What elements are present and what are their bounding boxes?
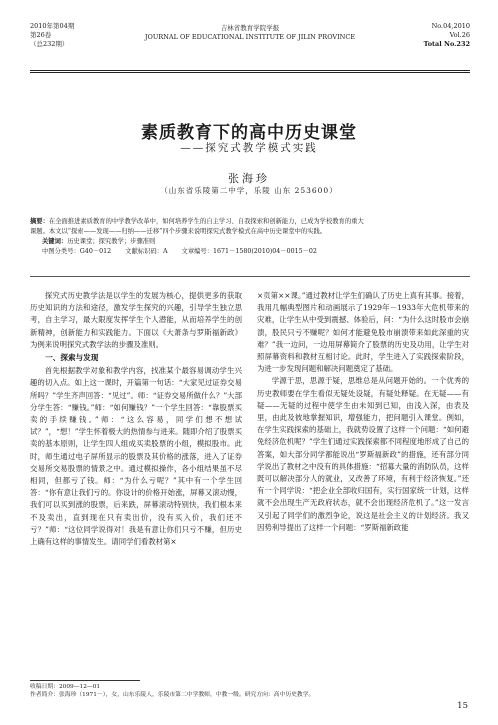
footnote (30, 683, 450, 699)
clc-number: 中图分类号：G40－012 (42, 248, 112, 255)
right-column (257, 290, 469, 534)
paragraph: 首先根据教学对象和教学内容，找准某个最容易调动学生兴趣的切入点。如上这一课时，开篇第一句话：“大家见过证券交易所吗？”学生齐声回答：“见过”。师：“证券交易所做什么？”大部分学生答：“赚钱。”师：“如何赚钱？”一个学生回答：“靠股票买卖的手续赚钱。”师：“这么容易，同学们想不想试试？”，“想！”学生怀着极大的热情参与进来。随即介绍了股票买卖的基本原则，让学生四人组成买卖股票的小组，模拟股市。此时，师生通过电子屏所显示的股票及其价格的涨落，进入了证券交易所交易股票的情景之中。通过模拟操作，各小组结果虽不尽相同，但都亏了钱。师：“为什么亏呢？”其中有一个学生回答：“你有意让我们亏的。你设计的价格开始涨，屏幕又滚动慢，我们可以买到涨的股票，后来跌，屏幕滚动特别快，我们根本来不及卖出，直到现在只有卖出价，没有买入价，我们还不亏？”师：“这位同学说得对！我是有意让你们只亏不赚，但历史上确有这样的事情发生。请同学们看教材第× (30, 366, 242, 547)
abstract-line-2: 课题。本文以“探索——发现——归纳——迁移”四个步骤来说明探究式教学模式在高中历史课堂中的实践。 (30, 228, 327, 235)
header-rule (30, 70, 470, 71)
document-code: 文献标识码：A (125, 248, 168, 255)
article-number: 文章编号：1671－1580(2010)04－0015－02 (181, 248, 317, 255)
left-column (30, 290, 242, 548)
issue-info: 2010年第04期 第26卷 （总232期） (30, 22, 75, 48)
author-affiliation: （山东省乐陵第二中学，乐陵 山东 253600） (160, 186, 338, 195)
abstract-line-1: 摘要：在全面推进素质教育的中学教学改革中，如何培养学生的自主学习、自我探索和创新能力，已成为学校教育的重大 (30, 218, 364, 225)
received-date: 收稿日期：2009—12—01 (30, 684, 101, 690)
page-number: 15 (457, 701, 468, 711)
keywords: 关键词：历史课堂；探究教学；步骤准则 (42, 238, 156, 245)
article-subtitle: ——探究式教学模式实践 (180, 142, 318, 154)
author-name: 张海珍 (228, 172, 270, 185)
header-rule-thin (30, 72, 470, 73)
section-heading: 一、探索与发现 (45, 353, 99, 363)
journal-name: 吉林省教育学院学报 JOURNAL OF EDUCATIONAL INSTITUTE OF JILIN PROVINCE (144, 24, 356, 41)
abstract-block (30, 217, 470, 257)
footnote-rule (30, 680, 140, 681)
journal-header (30, 22, 470, 74)
paragraph: ×页第××课。”通过教材让学生们确认了历史上真有其事。接着，我用几幅典型图片和动画展示了1929年－1933年大危机带来的灾难，让学生从中受到震撼、体验后，问：“为什么这时股市会崩溃，股民只亏不赚呢？如何才能避免股市崩溃带来如此深重的灾难？”我一边问，一边用屏幕简介了股票的历史及功用，让学生对照屏幕资料和教材互相讨论。此时，学生进入了实践探索阶段，为进一步发现问题和解决问题奠定了基础。 (257, 291, 469, 374)
article-title: 素质教育下的高中历史课堂 (141, 123, 357, 143)
meta-separator (30, 276, 470, 277)
volume-info: No.04,2010 Vol.26 Total No.232 (423, 22, 470, 48)
classification-ids (30, 247, 470, 257)
author-bio: 作者简介：张海珍（1971－），女，山东乐陵人，乐陵市第二中学教师，中教一级。研究方向：高中历史教学。 (30, 692, 315, 698)
paragraph: 探究式历史教学法是以学生的发展为核心，提供更多的获取历史知识的方法和途径，激发学生探究的兴趣，引导学生独立思考，自主学习，最大限度发挥学生个人潜能，从而培养学生的创新精神，创新能力和实践能力。下面以《大萧条与罗斯福新政》为例来说明探究式教学法的步骤及准则。 (30, 291, 242, 349)
paragraph: 学源于思，思源于疑，思维总是从问题开始的。一个优秀的历史教师要在学生看似无疑处设疑，有疑处释疑。在无疑——有疑——无疑的过程中使学生由未知到已知，由浅入深，由表及里，由此及彼地掌握知识，增强能力，把问题引入课堂。例如，在学生实践探索的基础上，我就势设置了这样一个问题：“如何避免经济危机呢？”学生们通过实践探索都不同程度地形成了自己的答案，如大部分同学都能说出“罗斯福新政”的措施，还有部分同学说出了教材之中没有的具体措施：“招募大量的消防队员，这样既可以解决部分人的就业，又改善了环境，有利于经济恢复。”还有一个同学说：“把企业全部收归国有，实行国家统一计划，这样就不会出现生产无政府状态，就不会出现经济危机了。”这一发言又引起了同学们的激烈争论，说这是社会主义的计划经济。我又因势利导提出了这样一个问题：“罗斯福新政能 (257, 376, 469, 532)
